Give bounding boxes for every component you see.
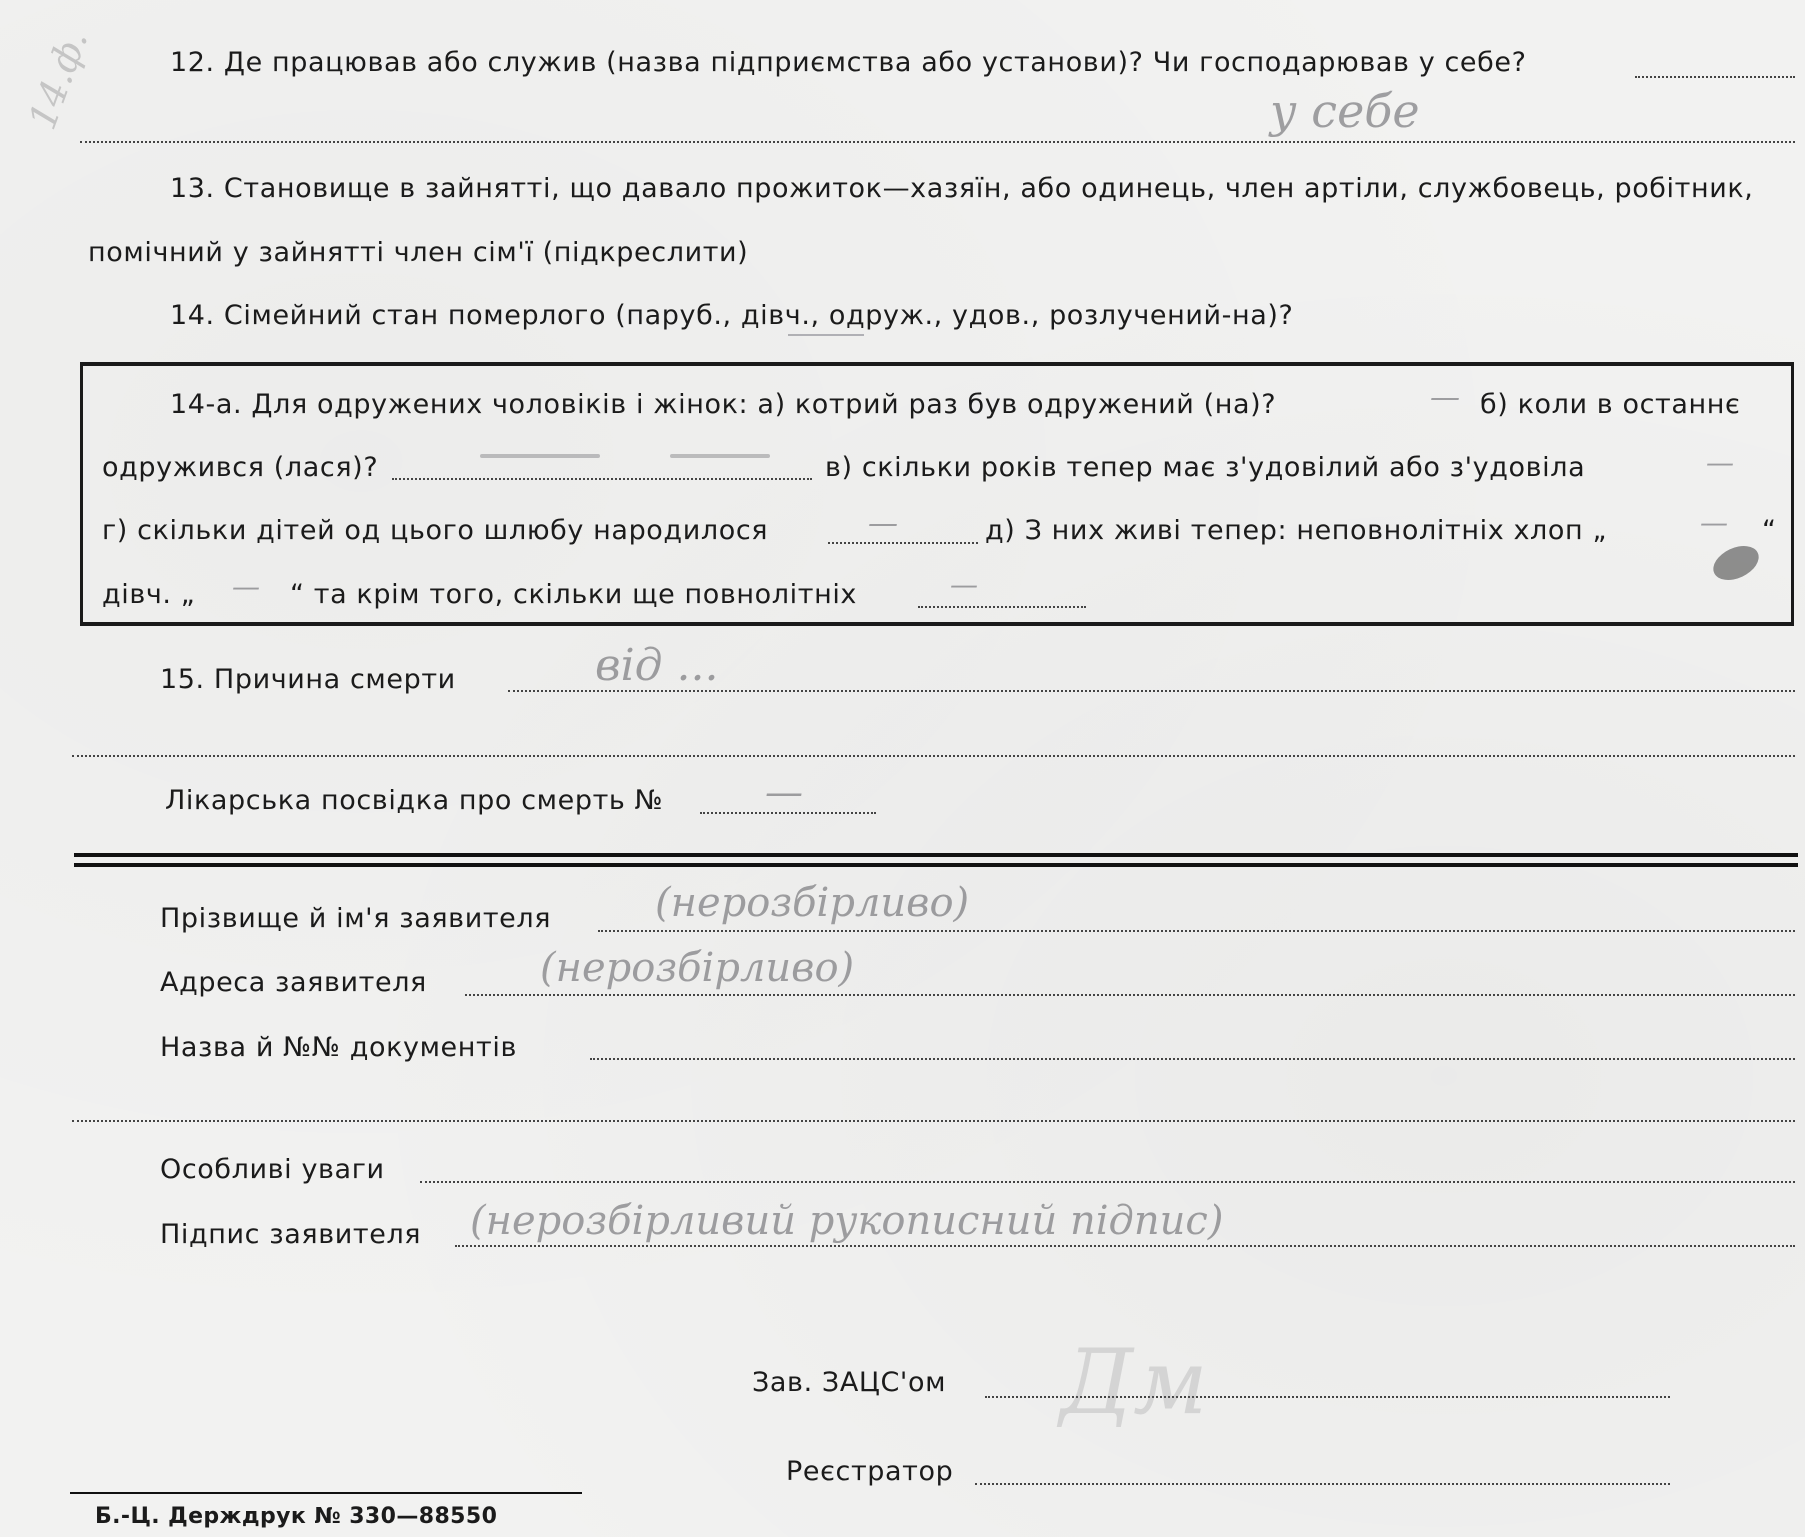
notes-line bbox=[420, 1181, 1795, 1183]
q14a-line4-tail: “ та крім того, скільки ще повнолітніх bbox=[290, 579, 858, 610]
registry-head-signature: Дм bbox=[1060, 1330, 1208, 1435]
q13-label-line2: помічний у зайнятті член сім'ї (підкреслити) bbox=[88, 237, 749, 268]
margin-pencil-note: 14.ф. bbox=[20, 23, 97, 136]
applicant-documents-line-1 bbox=[590, 1058, 1795, 1060]
q14a-d-boys-answer: — bbox=[1700, 506, 1728, 539]
q14a-v-answer: — bbox=[1706, 446, 1734, 479]
applicant-name-answer: (нерозбірливо) bbox=[655, 880, 970, 926]
q14a-g-answer: — bbox=[868, 506, 898, 541]
q15-answer-line-2 bbox=[72, 755, 1795, 757]
applicant-address-answer: (нерозбірливо) bbox=[540, 945, 855, 991]
q14a-line2: одружився (лася)? bbox=[102, 452, 379, 483]
q14a-line2-tail: в) скільки років тепер має з'удовілий або з'удовіла bbox=[825, 452, 1586, 483]
q14a-line1-tail: б) коли в останнє bbox=[1480, 389, 1741, 420]
section-divider-top bbox=[74, 853, 1798, 857]
q13-label-line1: 13. Становище в зайнятті, що давало прожиток—хазяїн, або одинець, член артіли, службовець, робітник, bbox=[170, 173, 1754, 204]
q12-answer-line-2 bbox=[80, 141, 1795, 143]
q14-label: 14. Сімейний стан померлого (паруб., дівч., одруж., удов., розлучений-на)? bbox=[170, 300, 1294, 331]
q12-answer-line-1 bbox=[1635, 76, 1795, 78]
applicant-documents-label: Назва й №№ документів bbox=[160, 1032, 517, 1063]
q14a-b-answer-dash-2 bbox=[670, 454, 770, 458]
registry-head-label: Зав. ЗАЦС'ом bbox=[752, 1367, 947, 1398]
q14a-b-answer-line bbox=[392, 478, 812, 480]
q14a-b-answer-dash-1 bbox=[480, 454, 600, 458]
q14a-g-answer-line bbox=[828, 542, 978, 544]
applicant-documents-line-2 bbox=[72, 1120, 1795, 1122]
footer-rule bbox=[70, 1492, 582, 1494]
q14a-line3: г) скільки дітей од цього шлюбу народилося bbox=[102, 515, 769, 546]
applicant-address-line bbox=[465, 994, 1795, 996]
q14-underline-mark bbox=[788, 334, 864, 336]
q15-label: 15. Причина смерти bbox=[160, 664, 456, 695]
applicant-signature-label: Підпис заявителя bbox=[160, 1219, 422, 1250]
registrar-label: Реєстратор bbox=[786, 1456, 954, 1487]
q14a-a-answer: — bbox=[1430, 380, 1460, 415]
q14a-adults-answer: — bbox=[950, 568, 978, 601]
applicant-signature-answer: (нерозбірливий рукописний підпис) bbox=[470, 1198, 1224, 1244]
applicant-name-line bbox=[598, 930, 1795, 932]
section-divider-bottom bbox=[74, 863, 1798, 867]
applicant-signature-line bbox=[455, 1245, 1795, 1247]
q12-label: 12. Де працював або служив (назва підприємства або установи)? Чи господарював у себе? bbox=[170, 47, 1527, 78]
q14a-line3-tail: д) З них живі тепер: неповнолітніх хлоп „ bbox=[985, 515, 1608, 546]
q14a-line4: дівч. „ bbox=[102, 579, 196, 610]
q12-handwritten-answer: у себе bbox=[1270, 84, 1420, 138]
medical-certificate-answer: — bbox=[765, 770, 803, 814]
q14a-line1: 14-а. Для одружених чоловіків і жінок: а) котрий раз був одружений (на)? bbox=[170, 389, 1277, 420]
notes-label: Особливі уваги bbox=[160, 1154, 385, 1185]
medical-certificate-label: Лікарська посвідка про смерть № bbox=[165, 785, 664, 816]
q14a-d-girls-answer: — bbox=[232, 570, 260, 603]
q15-handwritten-answer: від ... bbox=[595, 640, 719, 691]
q14a-adults-answer-line bbox=[918, 606, 1086, 608]
applicant-name-label: Прізвище й ім'я заявителя bbox=[160, 903, 552, 934]
printer-imprint: Б.-Ц. Держдрук № 330—88550 bbox=[95, 1504, 498, 1529]
applicant-address-label: Адреса заявителя bbox=[160, 967, 427, 998]
q14a-line3-end: “ bbox=[1762, 515, 1777, 546]
registrar-signature-line bbox=[975, 1483, 1670, 1485]
